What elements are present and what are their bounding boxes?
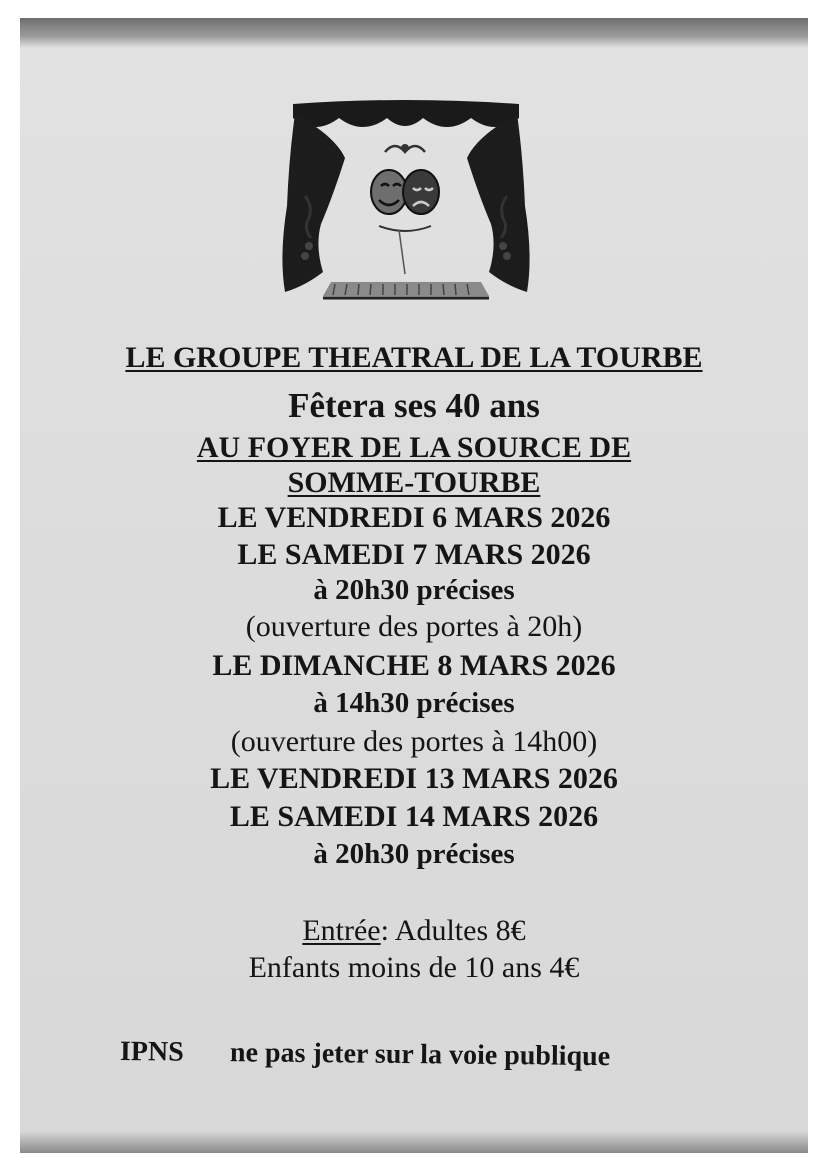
entry-children: Enfants moins de 10 ans 4€ — [248, 951, 580, 984]
date-line-2: LE SAMEDI 7 MARS 2026 — [237, 538, 591, 571]
scan-shadow-bottom — [20, 1131, 808, 1153]
venue-line-1: AU FOYER DE LA SOURCE DE — [196, 431, 632, 464]
date-line-4: LE VENDREDI 13 MARS 2026 — [210, 762, 618, 795]
doors-line-1: (ouverture des portes à 20h) — [245, 610, 583, 643]
poster-sheet — [20, 18, 808, 1153]
time-line-3: à 20h30 précises — [313, 838, 515, 870]
venue-line-2: SOMME-TOURBE — [287, 466, 541, 499]
entry-line — [20, 916, 808, 946]
entry-label: Entrée — [302, 914, 381, 947]
date-line-1: LE VENDREDI 6 MARS 2026 — [217, 501, 611, 534]
no-littering-notice: ne pas jeter sur la voie publique — [229, 1037, 611, 1073]
anniversary-line: Fêtera ses 40 ans — [288, 386, 540, 425]
footer-notice — [120, 1036, 610, 1073]
theatre-stage-icon — [275, 96, 537, 306]
theatre-masks-icon — [371, 170, 439, 214]
group-title: LE GROUPE THEATRAL DE LA TOURBE — [125, 341, 703, 374]
entry-adults: : Adultes 8€ — [380, 914, 526, 947]
scan-shadow-top — [20, 18, 808, 48]
date-line-3: LE DIMANCHE 8 MARS 2026 — [212, 649, 616, 682]
time-line-2: à 14h30 précises — [313, 687, 515, 719]
ipns-label: IPNS — [119, 1036, 184, 1068]
date-line-5: LE SAMEDI 14 MARS 2026 — [229, 800, 599, 833]
time-line-1: à 20h30 précises — [313, 574, 515, 606]
doors-line-2: (ouverture des portes à 14h00) — [230, 725, 598, 758]
